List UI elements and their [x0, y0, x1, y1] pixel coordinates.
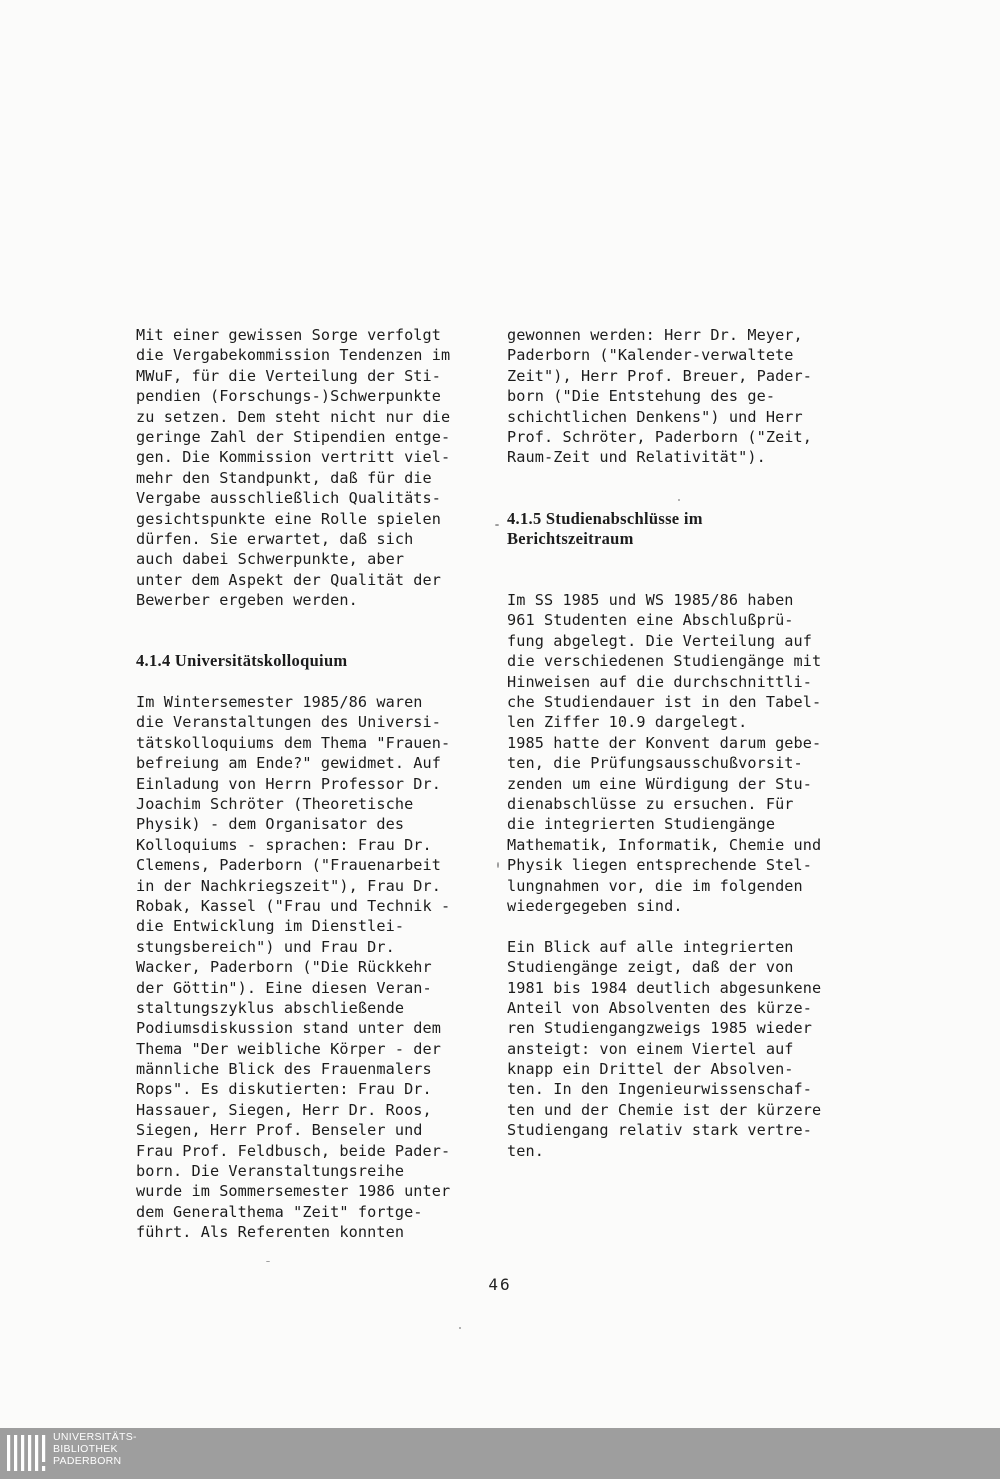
scan-speck	[497, 862, 499, 868]
text-line: dem Generalthema "Zeit" fortge-	[136, 1202, 423, 1221]
right-paragraph-3	[507, 937, 867, 1161]
text-line: der Göttin"). Eine diesen Veran-	[136, 978, 432, 997]
text-line: gesichtspunkte eine Rolle spielen	[136, 509, 442, 528]
text-line: befreiung am Ende?" gewidmet. Auf	[136, 754, 442, 773]
text-line: Anteil von Absolventen des kürze-	[507, 998, 813, 1017]
text-line: 961 Studenten eine Abschlußprü-	[507, 611, 794, 630]
text-line: die Veranstaltungen des Universi-	[136, 713, 442, 732]
text-line: zenden um eine Würdigung der Stu-	[507, 774, 813, 793]
text-line: staltungszyklus abschließende	[136, 998, 405, 1017]
text-line: männliche Blick des Frauenmalers	[136, 1060, 432, 1079]
text-line: mehr den Standpunkt, daß für die	[136, 468, 432, 487]
logo-line: BIBLIOTHEK	[53, 1443, 118, 1455]
heading-line: 4.1.5 Studienabschlüsse im	[507, 508, 703, 528]
text-line: Rops". Es diskutierten: Frau Dr.	[136, 1080, 432, 1099]
text-line: gewonnen werden: Herr Dr. Meyer,	[507, 326, 803, 344]
text-line: Kolloquiums - sprachen: Frau Dr.	[136, 835, 432, 854]
text-line: wiedergegeben sind.	[507, 896, 683, 915]
text-line: Hassauer, Siegen, Herr Dr. Roos,	[136, 1100, 432, 1119]
text-line: Podiumsdiskussion stand unter dem	[136, 1019, 442, 1038]
text-line: Siegen, Herr Prof. Benseler und	[136, 1121, 423, 1140]
text-line: Thema "Der weibliche Körper - der	[136, 1039, 442, 1058]
left-column	[136, 325, 496, 1243]
text-line: führt. Als Referenten konnten	[136, 1223, 405, 1242]
text-line: in der Nachkriegszeit"), Frau Dr.	[136, 876, 442, 895]
text-line: schichtlichen Denkens") und Herr	[507, 407, 803, 426]
text-line: knapp ein Drittel der Absolven-	[507, 1060, 794, 1079]
text-line: 1985 hatte der Konvent darum gebe-	[507, 733, 822, 752]
right-paragraph-2	[507, 590, 867, 916]
text-line: Bewerber ergeben werden.	[136, 591, 358, 610]
text-line: Joachim Schröter (Theoretische	[136, 794, 414, 813]
heading-line: Berichtszeitraum	[507, 528, 634, 548]
text-line: Studiengänge zeigt, daß der von	[507, 958, 794, 977]
text-line: Frau Prof. Feldbusch, beide Pader-	[136, 1141, 451, 1160]
text-line: Vergabe ausschließlich Qualitäts-	[136, 489, 442, 508]
text-line: Mit einer gewissen Sorge verfolgt	[136, 326, 442, 344]
text-line: Im Wintersemester 1985/86 waren	[136, 693, 423, 712]
text-line: fung abgelegt. Die Verteilung auf	[507, 631, 813, 650]
text-line: Studiengang relativ stark vertre-	[507, 1121, 813, 1140]
text-line: ten und der Chemie ist der kürzere	[507, 1100, 822, 1119]
scan-speck	[266, 1261, 270, 1262]
left-paragraph-2	[136, 692, 496, 1243]
text-line: len Ziffer 10.9 dargelegt.	[507, 713, 748, 732]
text-line: gen. Die Kommission vertritt viel-	[136, 448, 451, 467]
text-line: wurde im Sommersemester 1986 unter	[136, 1182, 451, 1201]
library-logo-text	[53, 1431, 137, 1467]
text-line: Ein Blick auf alle integrierten	[507, 937, 794, 956]
text-line: geringe Zahl der Stipendien entge-	[136, 427, 451, 446]
text-line: Physik liegen entsprechende Stel-	[507, 856, 813, 875]
text-line: auch dabei Schwerpunkte, aber	[136, 550, 405, 569]
text-line: Im SS 1985 und WS 1985/86 haben	[507, 591, 794, 610]
logo-line: PADERBORN	[53, 1455, 122, 1467]
text-line: tätskolloquiums dem Thema "Frauen-	[136, 733, 451, 752]
text-line: zu setzen. Dem steht nicht nur die	[136, 407, 451, 426]
text-line: ten, die Prüfungsausschußvorsit-	[507, 754, 803, 773]
text-line: stungsbereich") und Frau Dr.	[136, 937, 395, 956]
text-line: Zeit"), Herr Prof. Breuer, Pader-	[507, 366, 813, 385]
text-line: die Vergabekommission Tendenzen im	[136, 346, 451, 365]
text-line: die integrierten Studiengänge	[507, 815, 776, 834]
text-line: MWuF, für die Verteilung der Sti-	[136, 366, 442, 385]
text-line: ten.	[507, 1141, 544, 1160]
text-line: die Entwicklung im Dienstlei-	[136, 917, 405, 936]
page-number: 46	[488, 1275, 512, 1294]
text-line: Mathematik, Informatik, Chemie und	[507, 835, 822, 854]
text-line: Raum-Zeit und Relativität").	[507, 448, 766, 467]
text-line: die verschiedenen Studiengänge mit	[507, 652, 822, 671]
text-line: Clemens, Paderborn ("Frauenarbeit	[136, 856, 442, 875]
text-line: ren Studiengangzweigs 1985 wieder	[507, 1019, 813, 1038]
text-line: Hinweisen auf die durchschnittli-	[507, 672, 813, 691]
text-line: Prof. Schröter, Paderborn ("Zeit,	[507, 427, 813, 446]
scan-speck	[678, 499, 680, 501]
text-line: 1981 bis 1984 deutlich abgesunkene	[507, 978, 822, 997]
text-line: Einladung von Herrn Professor Dr.	[136, 774, 442, 793]
text-line: Wacker, Paderborn ("Die Rückkehr	[136, 958, 432, 977]
text-line: dürfen. Sie erwartet, daß sich	[136, 529, 414, 548]
right-paragraph-1	[507, 325, 867, 468]
text-line: unter dem Aspekt der Qualität der	[136, 570, 442, 589]
scan-speck	[459, 1327, 461, 1329]
text-line: born ("Die Entstehung des ge-	[507, 387, 776, 406]
scan-speck	[495, 524, 499, 526]
library-logo-icon	[6, 1432, 46, 1475]
text-line: born. Die Veranstaltungsreihe	[136, 1162, 405, 1181]
text-line: ten. In den Ingenieurwissenschaf-	[507, 1080, 813, 1099]
library-footer-bar	[0, 1428, 1000, 1479]
logo-line: UNIVERSITÄTS-	[53, 1431, 137, 1443]
text-line: che Studiendauer ist in den Tabel-	[507, 693, 822, 712]
right-column	[507, 325, 867, 1161]
section-heading-4-1-4: 4.1.4 Universitätskolloquium	[136, 651, 348, 671]
text-line: lungnahmen vor, die im folgenden	[507, 876, 803, 895]
text-line: pendien (Forschungs-)Schwerpunkte	[136, 387, 442, 406]
section-heading-4-1-5	[507, 509, 867, 550]
text-line: ansteigt: von einem Viertel auf	[507, 1039, 794, 1058]
text-line: Robak, Kassel ("Frau und Technik -	[136, 896, 451, 915]
left-paragraph-1	[136, 325, 496, 610]
text-line: dienabschlüsse zu ersuchen. Für	[507, 794, 794, 813]
text-line: Physik) - dem Organisator des	[136, 815, 405, 834]
text-line: Paderborn ("Kalender-verwaltete	[507, 346, 794, 365]
